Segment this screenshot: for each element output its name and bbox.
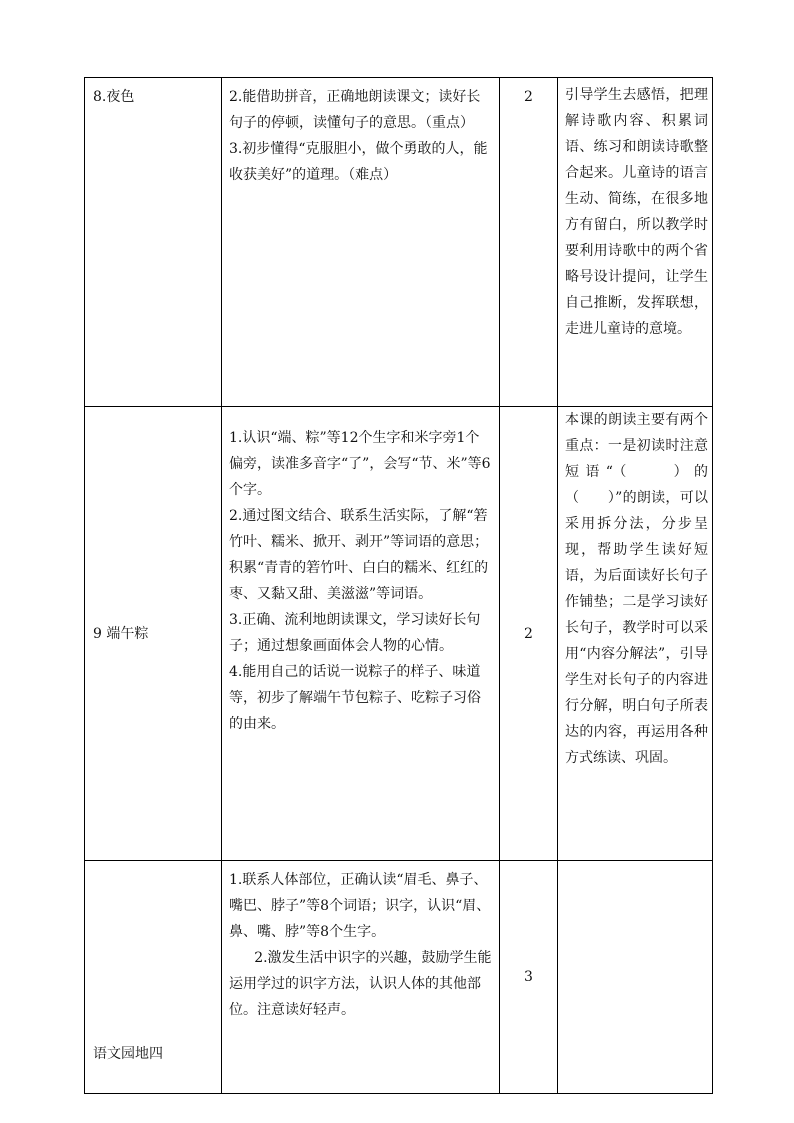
objectives-cell <box>222 78 500 407</box>
hours-cell: 3 <box>500 861 558 1094</box>
table-row <box>85 407 713 861</box>
objectives-cell <box>222 407 500 861</box>
lesson-title-cell: 9 端午粽 <box>85 407 222 861</box>
lesson-title-cell: 语文园地四 <box>85 861 222 1094</box>
objective-item: 3.初步懂得“克服胆小，做个勇敢的人，能收获美好”的道理。（难点） <box>229 141 488 183</box>
hours-cell: 2 <box>500 407 558 861</box>
lesson-title-cell: 8.夜色 <box>85 78 222 407</box>
lesson-plan-table <box>84 77 713 1094</box>
table-row <box>85 78 713 407</box>
teaching-method-cell: 本课的朗读主要有两个重点：一是初读时注意短语“（ ）的（ ）”的朗读，可以采用拆分法，分步呈现，帮助学生读好短语，为后面读好长句子作铺垫；二是学习读好长句子，教学时可以采用“内容分解法”，引导学生对长句子的内容进行分解，明白句子所表达的内容，再运用各种方式练读、巩固。 <box>558 407 713 861</box>
objective-item: 2.激发生活中识字的兴趣，鼓励学生能运用学过的识字方法，认识人体的其他部位。注意读好轻声。 <box>229 950 492 1018</box>
hours-cell: 2 <box>500 78 558 407</box>
table-row <box>85 861 713 1094</box>
objectives-cell <box>222 861 500 1094</box>
teaching-method-cell <box>558 861 713 1094</box>
objective-item: 2.通过图文结合、联系生活实际，了解“箬竹叶、糯米、掀开、剥开”等词语的意思；积累“青青的箬竹叶、白白的糯米、红红的枣、又黏又甜、美滋滋”等词语。 <box>229 508 489 602</box>
objective-item: 4.能用自己的话说一说粽子的样子、味道等，初步了解端午节包粽子、吃粽子习俗的由来。 <box>229 664 481 732</box>
objective-item: 2.能借助拼音，正确地朗读课文；读好长句子的停顿，读懂句子的意思。（重点） <box>229 89 481 131</box>
objective-item: 1.联系人体部位，正确认读“眉毛、鼻子、嘴巴、脖子”等8个词语；识字，认识“眉、鼻、嘴、脖”等8个生字。 <box>229 872 491 940</box>
teaching-method-cell: 引导学生去感悟，把理解诗歌内容、积累词语、练习和朗读诗歌整合起来。儿童诗的语言生动、简练，在很多地方有留白，所以教学时要利用诗歌中的两个省略号设计提问，让学生自己推断，发挥联想，走进儿童诗的意境。 <box>558 78 713 407</box>
objective-item: 3.正确、流利地朗读课文，学习读好长句子；通过想象画面体会人物的心情。 <box>229 612 481 654</box>
objective-item: 1.认识“端、粽”等12个生字和米字旁1个偏旁，读准多音字“了”，会写“节、米”等6个字。 <box>229 430 491 498</box>
